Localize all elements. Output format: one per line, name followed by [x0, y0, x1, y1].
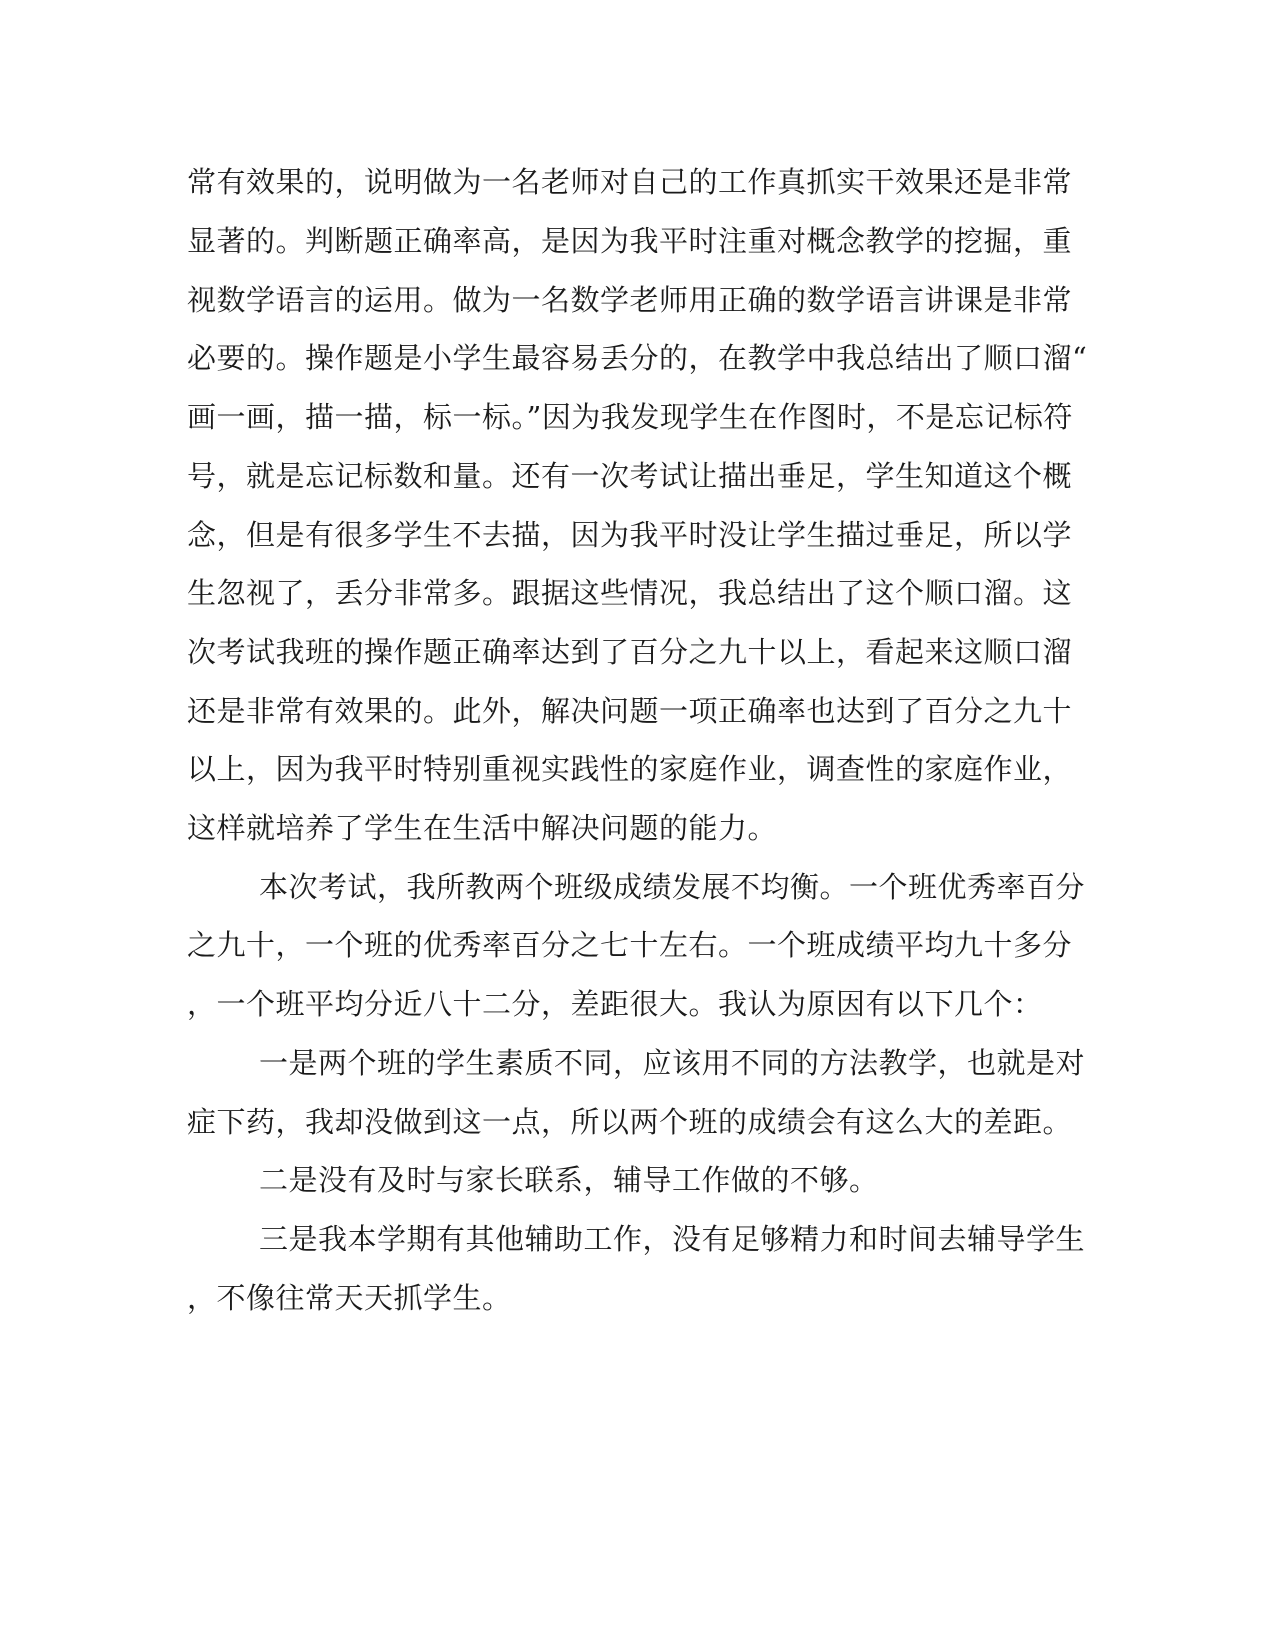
paragraph-start-line: 三是我本学期有其他辅助工作，没有足够精力和时间去辅导学生 [259, 1222, 1086, 1256]
text-line: 常有效果的，说明做为一名老师对自己的工作真抓实干效果还是非常 [187, 165, 1073, 199]
text-line: 必要的。操作题是小学生最容易丢分的，在教学中我总结出了顺口溜“ [187, 341, 1088, 375]
text-line: ，一个班平均分近八十二分，差距很大。我认为原因有以下几个： [187, 987, 1043, 1021]
text-line: 显著的。判断题正确率高，是因为我平时注重对概念教学的挖掘，重 [187, 224, 1073, 258]
text-line: 念，但是有很多学生不去描，因为我平时没让学生描过垂足，所以学 [187, 518, 1073, 552]
text-line: ，不像往常天天抓学生。 [187, 1281, 512, 1315]
text-line: 以上，因为我平时特别重视实践性的家庭作业，调查性的家庭作业， [187, 752, 1073, 786]
paragraph-start-line: 一是两个班的学生素质不同，应该用不同的方法教学，也就是对 [259, 1046, 1086, 1080]
text-line: 次考试我班的操作题正确率达到了百分之九十以上，看起来这顺口溜 [187, 635, 1073, 669]
text-line: 之九十，一个班的优秀率百分之七十左右。一个班成绩平均九十多分 [187, 928, 1073, 962]
text-line: 视数学语言的运用。做为一名数学老师用正确的数学语言讲课是非常 [187, 283, 1073, 317]
text-line: 这样就培养了学生在生活中解决问题的能力。 [187, 811, 778, 845]
text-line: 症下药，我却没做到这一点，所以两个班的成绩会有这么大的差距。 [187, 1105, 1073, 1139]
paragraph-start-line: 二是没有及时与家长联系，辅导工作做的不够。 [259, 1163, 879, 1197]
text-line: 生忽视了，丢分非常多。跟据这些情况，我总结出了这个顺口溜。这 [187, 576, 1073, 610]
text-line: 还是非常有效果的。此外，解决问题一项正确率也达到了百分之九十 [187, 694, 1073, 728]
text-line: 画一画，描一描，标一标。”因为我发现学生在作图时，不是忘记标符 [187, 400, 1073, 434]
paragraph-start-line: 本次考试，我所教两个班级成绩发展不均衡。一个班优秀率百分 [259, 870, 1086, 904]
text-line: 号，就是忘记标数和量。还有一次考试让描出垂足，学生知道这个概 [187, 459, 1073, 493]
